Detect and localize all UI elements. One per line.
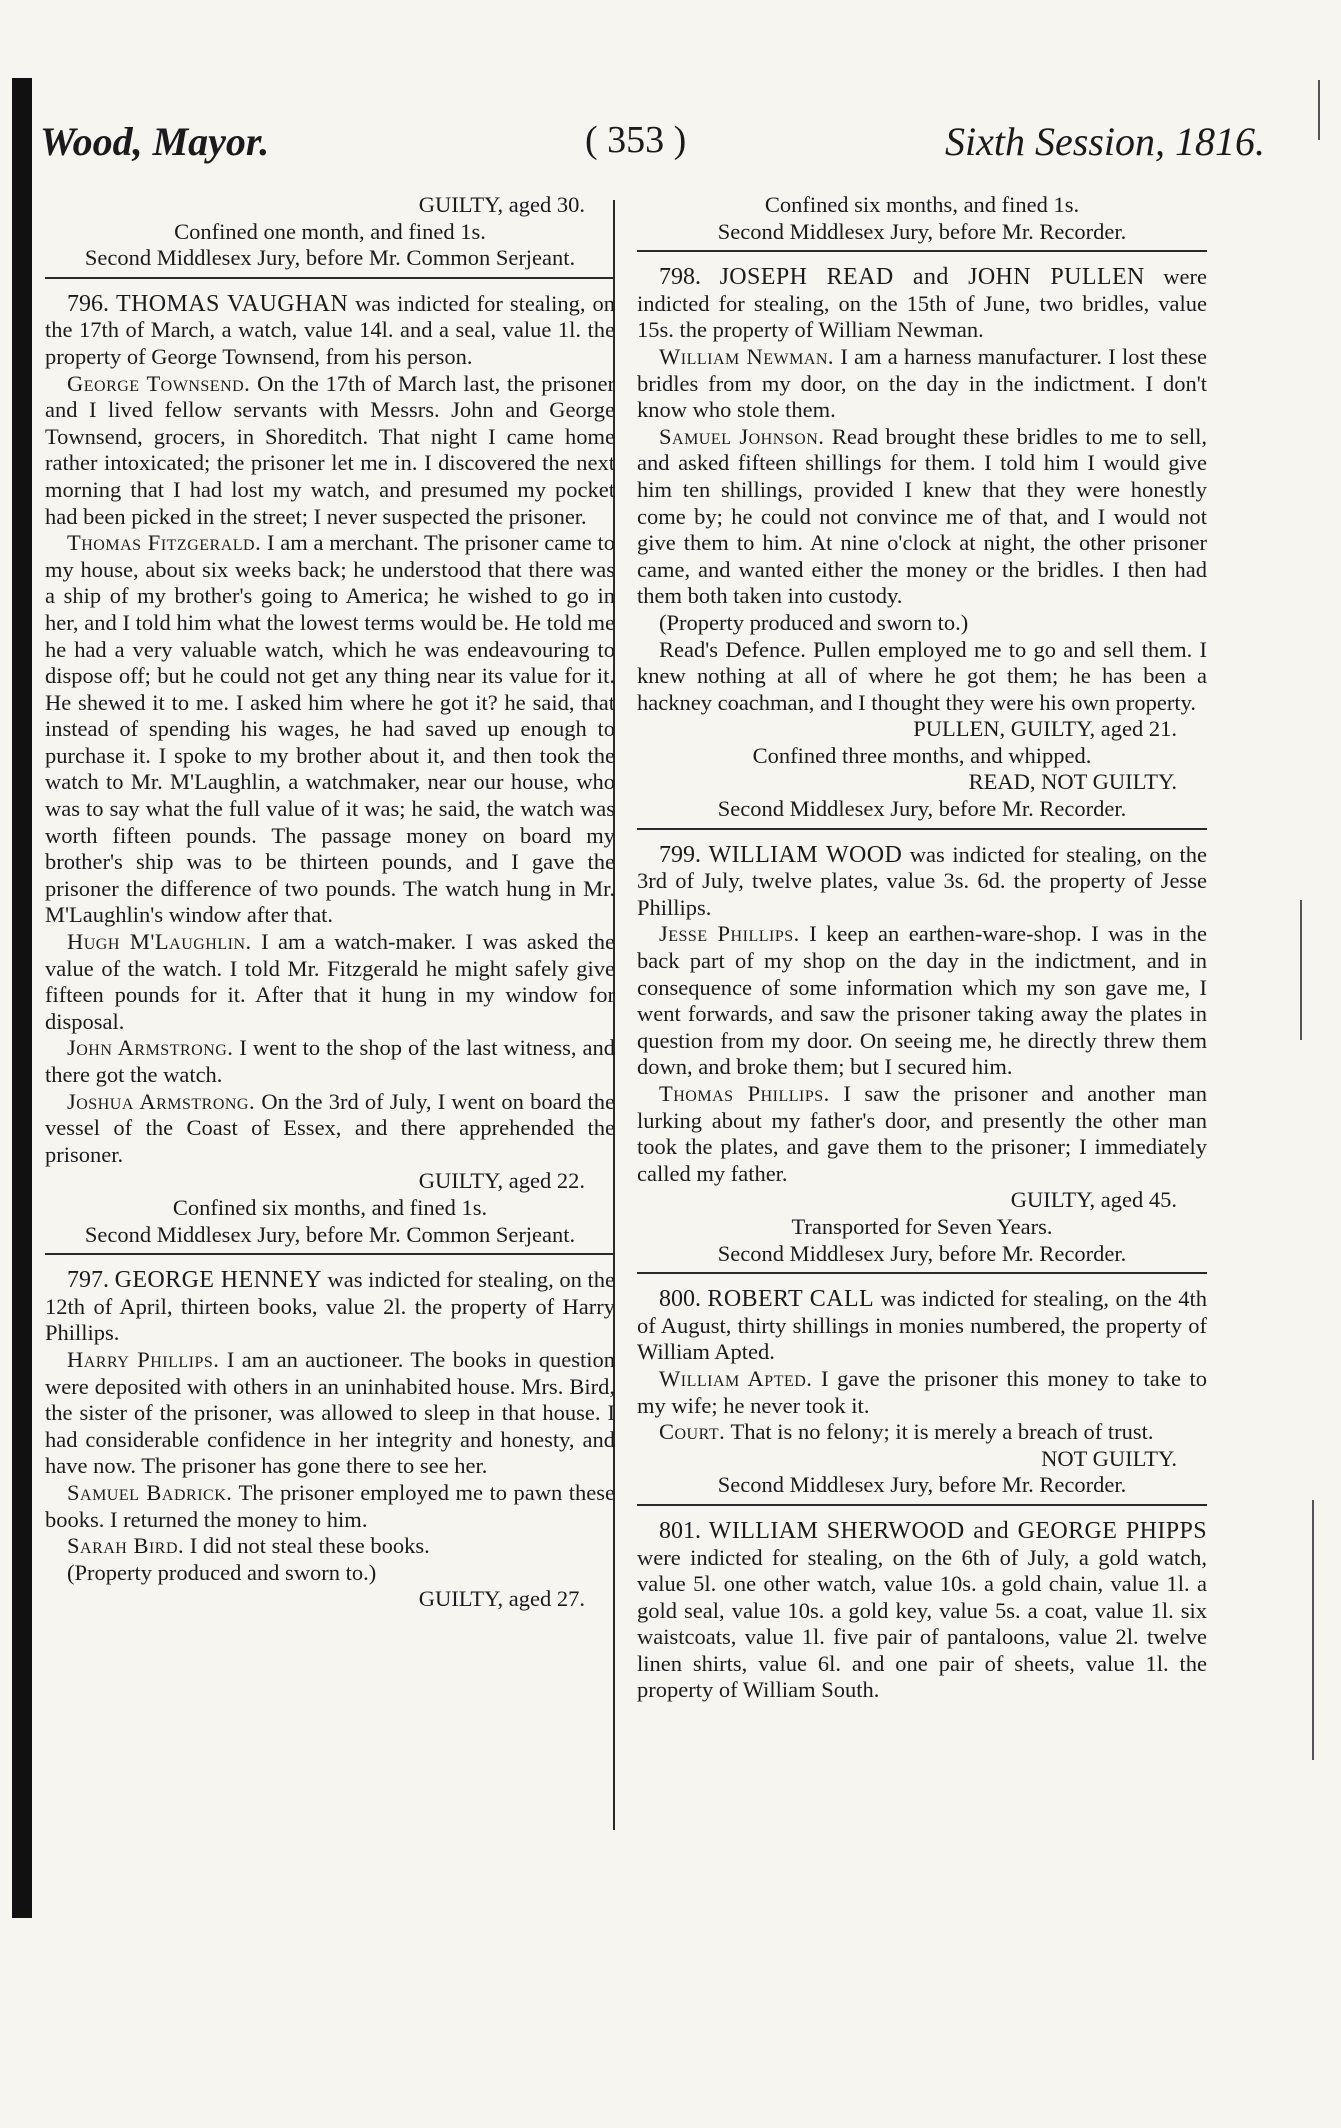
case-number: 798.	[659, 264, 701, 291]
case-heading	[637, 1286, 1207, 1366]
case-number: 800.	[659, 1286, 701, 1313]
testimony-text: I did not steal these books.	[189, 1533, 430, 1559]
testimony	[45, 371, 615, 531]
running-header	[40, 118, 1265, 168]
case-divider	[637, 1504, 1207, 1506]
case-divider	[637, 828, 1207, 830]
verdict: READ, NOT GUILTY.	[968, 769, 1177, 795]
testimony-text: I gave the prisoner this money to take to my wife; he never took it.	[637, 1365, 1208, 1418]
case-heading	[45, 291, 615, 371]
sentence: Confined six months, and fined 1s.	[172, 1194, 488, 1220]
sentence: Confined three months, and whipped.	[752, 742, 1092, 768]
verdict: GUILTY, aged 27.	[418, 1586, 585, 1612]
witness-name: William Newman.	[659, 343, 835, 369]
header-left: Wood, Mayor.	[40, 119, 270, 164]
defendant-name: THOMAS VAUGHAN	[116, 290, 349, 317]
testimony	[637, 1366, 1207, 1419]
scan-mark	[1312, 1500, 1314, 1760]
charge-text: was indicted for stealing, on the 17th of March, a watch, value 14l. and a seal, value 1l. the property of George Townsend, from his person.	[45, 290, 616, 369]
court-remark	[637, 1419, 1207, 1446]
case-heading	[637, 1518, 1207, 1704]
defendant-name: JOSEPH READ and JOHN PULLEN	[719, 264, 1145, 291]
witness-name: Sarah Bird.	[67, 1533, 185, 1559]
testimony	[45, 1089, 615, 1169]
sentence: Transported for Seven Years.	[791, 1213, 1053, 1239]
jury-line: Second Middlesex Jury, before Mr. Recorder.	[717, 1240, 1127, 1266]
page-edge-shadow	[12, 78, 32, 1918]
charge-text: was indicted for stealing, on the 3rd of July, twelve plates, value 3s. 6d. the property of Jesse Phillips.	[637, 841, 1208, 920]
case-number: 797.	[67, 1267, 109, 1294]
case-divider	[637, 1272, 1207, 1274]
charge-text: was indicted for stealing, on the 12th of April, thirteen books, value 2l. the property of Harry Phillips.	[45, 1267, 615, 1346]
jury-line: Second Middlesex Jury, before Mr. Common Serjeant.	[84, 1221, 576, 1247]
property-note: (Property produced and sworn to.)	[659, 609, 969, 635]
testimony	[637, 921, 1207, 1081]
testimony-text: I am a harness manufacturer. I lost these bridles from my door, on the day in the indictment. I don't know who stole them.	[637, 343, 1208, 423]
charge-text: were indicted for stealing, on the 6th of July, a gold watch, value 5l. one other watch, value 10s. a gold chain, value 1l. a gold seal, value 10s. a gold key, value 5s. a coat, value 1l. six waistcoats, value 1l. five pair of pantaloons, value 2l. twelve linen shirts, value 6l. and one pair of sheets, value 1l. the property of William South.	[637, 1544, 1207, 1703]
jury-line: Second Middlesex Jury, before Mr. Recorder.	[717, 796, 1127, 822]
defendant-name: ROBERT CALL	[707, 1286, 875, 1313]
sentence: Confined one month, and fined 1s.	[174, 218, 486, 244]
testimony	[45, 1347, 615, 1480]
testimony	[637, 344, 1207, 424]
case-number: 796.	[67, 290, 109, 317]
jury-line: Second Middlesex Jury, before Mr. Common Serjeant.	[84, 245, 576, 271]
testimony-text: I saw the prisoner and another man lurking about my father's door, and presently the other man took the plates, and gave them to the prisoner; I immediately called my father.	[637, 1081, 1207, 1186]
defendant-name: WILLIAM WOOD	[708, 841, 903, 868]
witness-name: Jesse Phillips.	[659, 921, 800, 947]
verdict: GUILTY, aged 30.	[418, 192, 585, 217]
witness-name: William Apted.	[659, 1365, 813, 1391]
case-800	[637, 1286, 1207, 1499]
witness-name: Samuel Badrick.	[67, 1479, 233, 1505]
sentence: Confined six months, and fined 1s.	[764, 192, 1080, 217]
witness-name: Thomas Fitzgerald.	[67, 530, 262, 556]
testimony-text: I keep an earthen-ware-shop. I was in the back part of my shop on the day in the indictment, and in consequence of some information which my son gave me, I went forwards, and saw the prisoner taking away the plates in question from my door. On seeing me, he directly threw them down, and broke them; but I secured him.	[637, 921, 1208, 1080]
court-text: That is no felony; it is merely a breach of trust.	[730, 1419, 1154, 1445]
case-divider	[45, 1253, 615, 1255]
case-798	[637, 264, 1207, 822]
testimony-text: The prisoner employed me to pawn these books. I returned the money to him.	[45, 1479, 616, 1532]
testimony	[637, 424, 1207, 610]
case-heading	[45, 1267, 615, 1347]
testimony-text: I am a merchant. The prisoner came to my house, about six weeks back; he understood that there was a ship of my brother's going to America; he wished to go in her, and I told him what the lowest terms would be. He told me he had a very valuable watch, which he was endeavouring to dispose off; but he could not get any thing near its value for it. He shewed it to me. I asked him where he got it? he said, that instead of spending his wages, he had saved up enough to purchase it. I spoke to my brother about it, and then took the watch to Mr. M'Laughlin, a watchmaker, near our house, who was to say what the full value of it was; he said, the watch was worth fifteen pounds. The passage money on board my brother's ship was to be thirteen pounds, and I gave the prisoner the difference of two pounds. The watch hung in Mr. M'Laughlin's window after that.	[45, 530, 616, 928]
jury-line: Second Middlesex Jury, before Mr. Recorder.	[717, 1472, 1127, 1498]
case-heading	[637, 264, 1207, 344]
testimony	[45, 530, 615, 929]
case-797	[45, 1267, 615, 1613]
testimony-text: I am a watch-maker. I was asked the value of the watch. I told Mr. Fitzgerald he might safely give fifteen pounds for it. After that it hung in my window for disposal.	[45, 929, 615, 1034]
verdict: NOT GUILTY.	[1041, 1445, 1177, 1471]
scan-mark	[1318, 80, 1320, 140]
page-number: ( 353 )	[585, 119, 687, 161]
court-label: Court.	[659, 1419, 726, 1445]
defendant-name: WILLIAM SHERWOOD and GEORGE PHIPPS	[708, 1517, 1207, 1544]
witness-name: Hugh M'Laughlin.	[67, 929, 252, 955]
charge-text: was indicted for stealing, on the 4th of August, thirty shillings in monies numbered, the property of William Apted.	[637, 1286, 1208, 1365]
testimony-text: On the 3rd of July, I went on board the vessel of the Coast of Essex, and there apprehended the prisoner.	[45, 1088, 615, 1167]
verdict: GUILTY, aged 22.	[418, 1168, 585, 1194]
case-divider	[45, 277, 615, 279]
testimony-text: I went to the shop of the last witness, and there got the watch.	[45, 1035, 616, 1087]
testimony	[45, 1035, 615, 1088]
testimony	[45, 929, 615, 1035]
testimony-text: Read brought these bridles to me to sell, and asked fifteen shillings for them. I told him I would give him ten shillings, provided I knew that they were honestly come by; he could not convince me of that, and I would not give them to him. At nine o'clock at night, the other prisoner came, and wanted either the money or the bridles. I then had them both taken into custody.	[637, 423, 1208, 609]
testimony	[45, 1480, 615, 1533]
witness-name: Samuel Johnson.	[659, 423, 825, 449]
scan-mark	[1300, 900, 1302, 1040]
testimony-text: On the 17th of March last, the prisoner and I lived fellow servants with Messrs. John and George Townsend, grocers, in Shoreditch. That night I came home rather intoxicated; the prisoner let me in. I discovered the next morning that I had lost my watch, and presumed my pocket had been picked in the street; I never suspected the prisoner.	[45, 370, 616, 529]
charge-text: were indicted for stealing, on the 15th of June, two bridles, value 15s. the property of William Newman.	[637, 264, 1208, 343]
left-column	[45, 192, 615, 1613]
case-divider	[637, 250, 1207, 252]
testimony	[45, 1533, 615, 1560]
defendant-name: GEORGE HENNEY	[114, 1267, 322, 1294]
case-801	[637, 1518, 1207, 1704]
case-number: 801.	[659, 1517, 701, 1544]
witness-name: Thomas Phillips.	[659, 1081, 830, 1106]
testimony	[637, 1081, 1207, 1187]
verdict: GUILTY, aged 45.	[1010, 1187, 1177, 1213]
defence-text: Read's Defence. Pullen employed me to go and sell them. I knew nothing at all of where he got them; he has been a hackney coachman, and I thought they were his own property.	[637, 636, 1207, 715]
verdict: PULLEN, GUILTY, aged 21.	[913, 716, 1177, 742]
witness-name: George Townsend.	[67, 370, 251, 396]
right-column	[637, 192, 1207, 1704]
witness-name: John Armstrong.	[67, 1035, 234, 1061]
case-796	[45, 291, 615, 1248]
case-799	[637, 842, 1207, 1268]
jury-line: Second Middlesex Jury, before Mr. Recorder.	[717, 218, 1127, 244]
witness-name: Harry Phillips.	[67, 1346, 220, 1372]
property-note: (Property produced and sworn to.)	[67, 1559, 377, 1585]
header-right: Sixth Session, 1816.	[945, 119, 1265, 164]
witness-name: Joshua Armstrong.	[67, 1088, 256, 1114]
case-heading	[637, 842, 1207, 922]
testimony-text: I am an auctioneer. The books in question were deposited with others in an uninhabited house. Mrs. Bird, the sister of the prisoner, was allowed to sleep in that house. I had considerable confidence in her integrity and honesty, and have now. The prisoner has gone there to see her.	[45, 1346, 616, 1479]
case-number: 799.	[659, 841, 701, 868]
